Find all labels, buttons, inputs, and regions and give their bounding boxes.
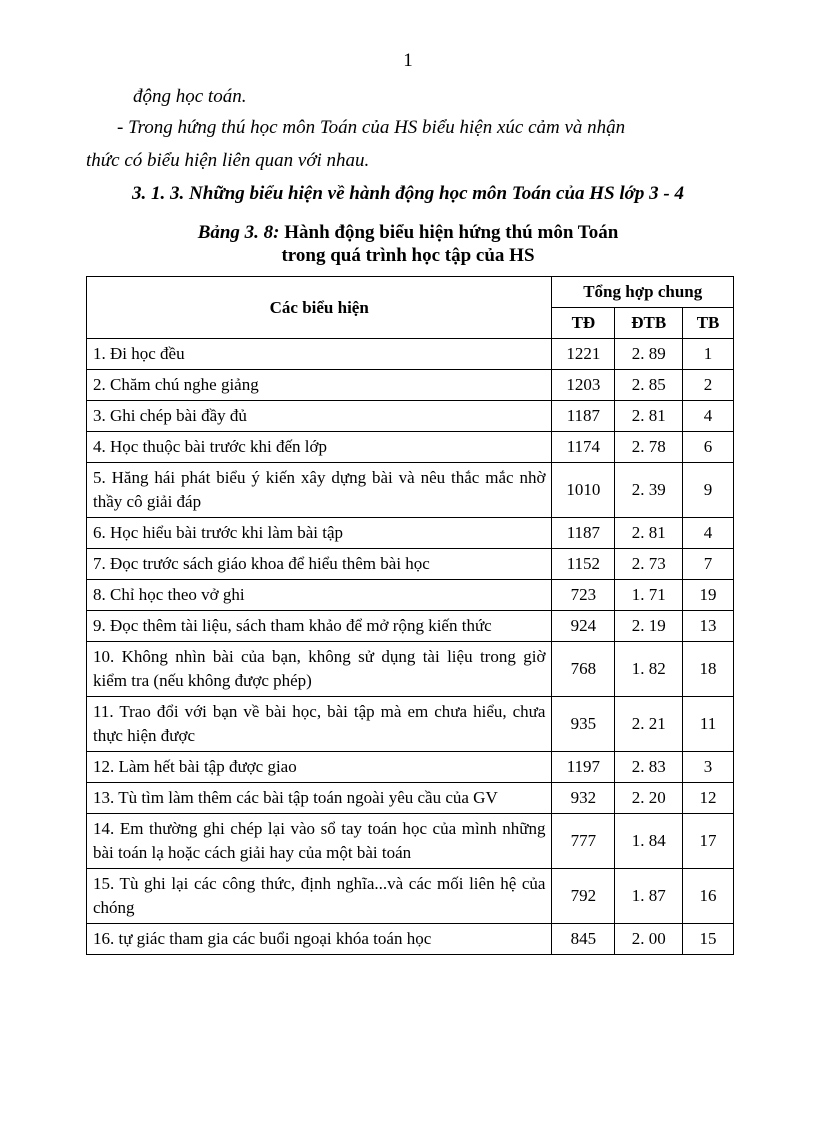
row-td: 924 — [552, 611, 615, 642]
row-dtb: 2. 21 — [615, 697, 683, 752]
header-expressions: Các biểu hiện — [87, 277, 552, 339]
row-tb: 7 — [683, 549, 734, 580]
page-number: 1 — [403, 50, 413, 71]
row-dtb: 2. 20 — [615, 783, 683, 814]
row-tb: 4 — [683, 401, 734, 432]
row-dtb: 2. 39 — [615, 463, 683, 518]
row-tb: 19 — [683, 580, 734, 611]
table-row — [87, 518, 734, 549]
row-tb: 9 — [683, 463, 734, 518]
row-description: 9. Đọc thêm tài liệu, sách tham khảo để mở rộng kiến thức — [87, 611, 552, 642]
row-tb: 17 — [683, 814, 734, 869]
table-row — [87, 783, 734, 814]
row-description: 8. Chỉ học theo vở ghi — [87, 580, 552, 611]
row-description: 14. Em thường ghi chép lại vào sổ tay toán học của mình những bài toán lạ hoặc cách giải hay của một bài toán — [87, 814, 552, 869]
table-row — [87, 814, 734, 869]
row-td: 1203 — [552, 370, 615, 401]
row-tb: 18 — [683, 642, 734, 697]
table-row — [87, 549, 734, 580]
row-td: 1187 — [552, 401, 615, 432]
row-description: 10. Không nhìn bài của bạn, không sử dụng tài liệu trong giờ kiểm tra (nếu không được phép) — [87, 642, 552, 697]
row-tb: 2 — [683, 370, 734, 401]
header-dtb: ĐTB — [615, 308, 683, 339]
row-description: 4. Học thuộc bài trước khi đến lớp — [87, 432, 552, 463]
paragraph-line: - Trong hứng thú học môn Toán của HS biểu hiện xúc cảm và nhận — [117, 117, 626, 138]
table-caption-label: Bảng 3. 8: — [197, 222, 280, 243]
row-dtb: 1. 82 — [615, 642, 683, 697]
row-dtb: 2. 19 — [615, 611, 683, 642]
table-caption-line1: Hành động biểu hiện hứng thú môn Toán — [284, 222, 619, 243]
row-dtb: 2. 73 — [615, 549, 683, 580]
row-tb: 1 — [683, 339, 734, 370]
table-row — [87, 697, 734, 752]
header-tb: TB — [683, 308, 734, 339]
row-td: 1010 — [552, 463, 615, 518]
row-td: 845 — [552, 924, 615, 955]
row-td: 1152 — [552, 549, 615, 580]
row-description: 3. Ghi chép bài đầy đủ — [87, 401, 552, 432]
row-dtb: 1. 87 — [615, 869, 683, 924]
row-td: 1197 — [552, 752, 615, 783]
row-td: 1221 — [552, 339, 615, 370]
expressions-table — [86, 276, 734, 955]
table-row — [87, 432, 734, 463]
table-row — [87, 611, 734, 642]
row-tb: 3 — [683, 752, 734, 783]
table-row — [87, 401, 734, 432]
row-description: 5. Hăng hái phát biểu ý kiến xây dựng bài và nêu thắc mắc nhờ thầy cô giải đáp — [87, 463, 552, 518]
paragraph-line: động học toán. — [133, 86, 247, 107]
table-row — [87, 463, 734, 518]
row-tb: 15 — [683, 924, 734, 955]
table-row — [87, 869, 734, 924]
table-row — [87, 339, 734, 370]
table-header-row — [87, 277, 734, 308]
row-description: 1. Đi học đều — [87, 339, 552, 370]
row-td: 1174 — [552, 432, 615, 463]
row-tb: 13 — [683, 611, 734, 642]
row-dtb: 2. 78 — [615, 432, 683, 463]
row-td: 932 — [552, 783, 615, 814]
row-dtb: 1. 71 — [615, 580, 683, 611]
row-td: 768 — [552, 642, 615, 697]
row-description: 12. Làm hết bài tập được giao — [87, 752, 552, 783]
row-td: 777 — [552, 814, 615, 869]
table-row — [87, 924, 734, 955]
row-description: 15. Tù ghi lại các công thức, định nghĩa...và các mối liên hệ của chóng — [87, 869, 552, 924]
row-description: 13. Tù tìm làm thêm các bài tập toán ngoài yêu cầu của GV — [87, 783, 552, 814]
header-summary: Tổng hợp chung — [552, 277, 734, 308]
row-description: 7. Đọc trước sách giáo khoa để hiểu thêm bài học — [87, 549, 552, 580]
table-row — [87, 370, 734, 401]
row-tb: 4 — [683, 518, 734, 549]
table-row — [87, 642, 734, 697]
row-tb: 11 — [683, 697, 734, 752]
table-row — [87, 752, 734, 783]
row-description: 11. Trao đổi với bạn về bài học, bài tập mà em chưa hiểu, chưa thực hiện được — [87, 697, 552, 752]
header-td: TĐ — [552, 308, 615, 339]
row-tb: 16 — [683, 869, 734, 924]
row-dtb: 2. 00 — [615, 924, 683, 955]
row-description: 16. tự giác tham gia các buổi ngoại khóa toán học — [87, 924, 552, 955]
table-caption — [0, 222, 816, 244]
section-heading: 3. 1. 3. Những biểu hiện về hành động học môn Toán của HS lớp 3 - 4 — [132, 183, 684, 204]
row-description: 2. Chăm chú nghe giảng — [87, 370, 552, 401]
row-tb: 6 — [683, 432, 734, 463]
row-td: 792 — [552, 869, 615, 924]
row-dtb: 2. 89 — [615, 339, 683, 370]
row-dtb: 2. 85 — [615, 370, 683, 401]
row-dtb: 2. 81 — [615, 518, 683, 549]
row-dtb: 2. 81 — [615, 401, 683, 432]
table-caption-line2: trong quá trình học tập của HS — [281, 245, 535, 266]
row-tb: 12 — [683, 783, 734, 814]
row-dtb: 1. 84 — [615, 814, 683, 869]
row-td: 1187 — [552, 518, 615, 549]
table-row — [87, 580, 734, 611]
row-td: 723 — [552, 580, 615, 611]
row-td: 935 — [552, 697, 615, 752]
table-body — [87, 339, 734, 955]
row-dtb: 2. 83 — [615, 752, 683, 783]
row-description: 6. Học hiểu bài trước khi làm bài tập — [87, 518, 552, 549]
paragraph-line: thức có biểu hiện liên quan với nhau. — [86, 150, 370, 171]
